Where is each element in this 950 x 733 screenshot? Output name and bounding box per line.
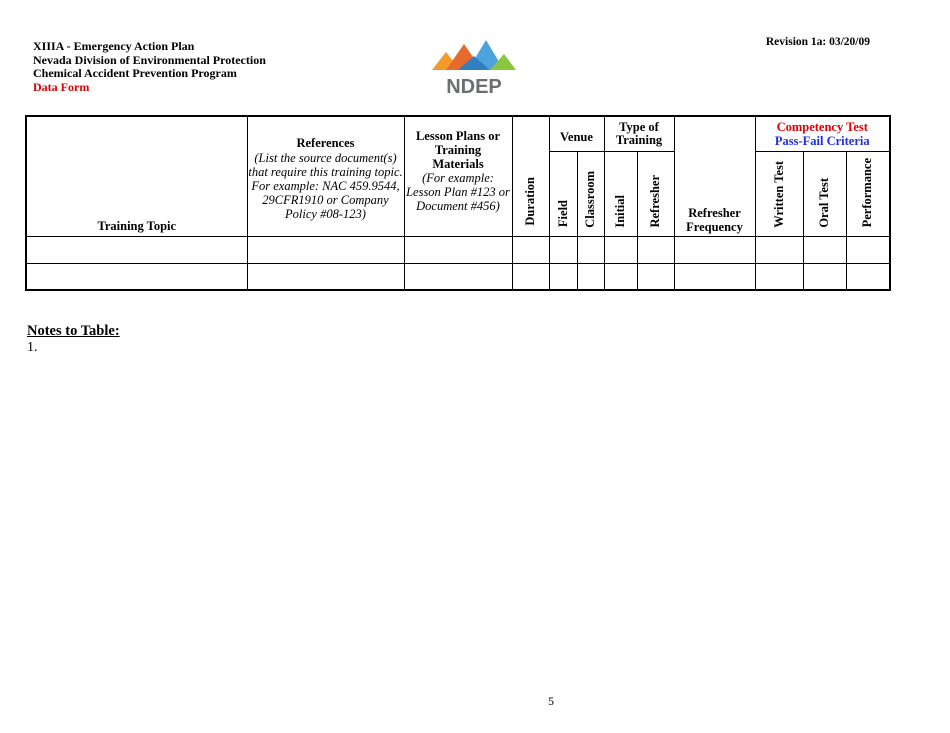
table-cell[interactable] bbox=[549, 236, 577, 263]
header-duration: Duration bbox=[512, 116, 549, 236]
table-cell[interactable] bbox=[247, 263, 404, 290]
training-table bbox=[25, 115, 891, 291]
table-row bbox=[26, 263, 890, 290]
table-cell[interactable] bbox=[803, 236, 846, 263]
header-type-of-training: Type of Training bbox=[604, 116, 674, 151]
table-cell[interactable] bbox=[549, 263, 577, 290]
header-competency bbox=[755, 116, 890, 151]
table-cell[interactable] bbox=[26, 236, 247, 263]
header-performance: Performance bbox=[846, 151, 890, 236]
logo-text: NDEP bbox=[446, 76, 502, 96]
notes-item-1: 1. bbox=[27, 340, 38, 355]
table-cell[interactable] bbox=[637, 236, 674, 263]
header-written-test: Written Test bbox=[755, 151, 803, 236]
header-initial: Initial bbox=[604, 151, 637, 236]
lesson-title-2: Materials bbox=[432, 157, 484, 171]
header-classroom: Classroom bbox=[577, 151, 604, 236]
table-cell[interactable] bbox=[755, 236, 803, 263]
header-references bbox=[247, 116, 404, 236]
notes-title: Notes to Table: bbox=[27, 323, 120, 339]
references-note: (List the source document(s) that require this training topic. For example: NAC 459.9544, 29CFR1910 or Company Policy #08-123) bbox=[248, 151, 403, 221]
table-cell[interactable] bbox=[577, 236, 604, 263]
header-lesson-plans bbox=[404, 116, 512, 236]
table-row bbox=[26, 236, 890, 263]
table-cell[interactable] bbox=[577, 263, 604, 290]
table-cell[interactable] bbox=[604, 236, 637, 263]
header-line-2: Nevada Division of Environmental Protection bbox=[33, 52, 266, 67]
table-cell[interactable] bbox=[674, 236, 755, 263]
ndep-logo-icon bbox=[430, 38, 518, 96]
header-data-form: Data Form bbox=[33, 79, 90, 94]
table-cell[interactable] bbox=[803, 263, 846, 290]
header-refresher-frequency: Refresher Frequency bbox=[674, 116, 755, 236]
table-cell[interactable] bbox=[755, 263, 803, 290]
table-cell[interactable] bbox=[404, 236, 512, 263]
header-venue: Venue bbox=[549, 116, 604, 151]
table-cell[interactable] bbox=[512, 236, 549, 263]
header-line-1: XIIIA - Emergency Action Plan bbox=[33, 39, 195, 53]
header-training-topic: Training Topic bbox=[26, 116, 247, 236]
header-field: Field bbox=[549, 151, 577, 236]
table-cell[interactable] bbox=[637, 263, 674, 290]
table-cell[interactable] bbox=[846, 263, 890, 290]
table-cell[interactable] bbox=[846, 236, 890, 263]
header-oral-test: Oral Test bbox=[803, 151, 846, 236]
table-cell[interactable] bbox=[404, 263, 512, 290]
table-cell[interactable] bbox=[604, 263, 637, 290]
pass-fail-criteria: Pass-Fail Criteria bbox=[774, 133, 870, 148]
references-title: References bbox=[296, 136, 355, 150]
table-cell[interactable] bbox=[512, 263, 549, 290]
table-cell[interactable] bbox=[674, 263, 755, 290]
document-header bbox=[33, 40, 266, 94]
header-line-3: Chemical Accident Prevention Program bbox=[33, 66, 237, 80]
table-cell[interactable] bbox=[247, 236, 404, 263]
lesson-note: (For example: Lesson Plan #123 or Document #456) bbox=[406, 171, 510, 213]
competency-test-title: Competency Test bbox=[776, 119, 868, 134]
page-number: 5 bbox=[548, 694, 554, 708]
revision-label: Revision 1a: 03/20/09 bbox=[765, 36, 870, 48]
header-refresher: Refresher bbox=[637, 151, 674, 236]
lesson-title-1: Lesson Plans or Training bbox=[415, 129, 501, 157]
table-cell[interactable] bbox=[26, 263, 247, 290]
